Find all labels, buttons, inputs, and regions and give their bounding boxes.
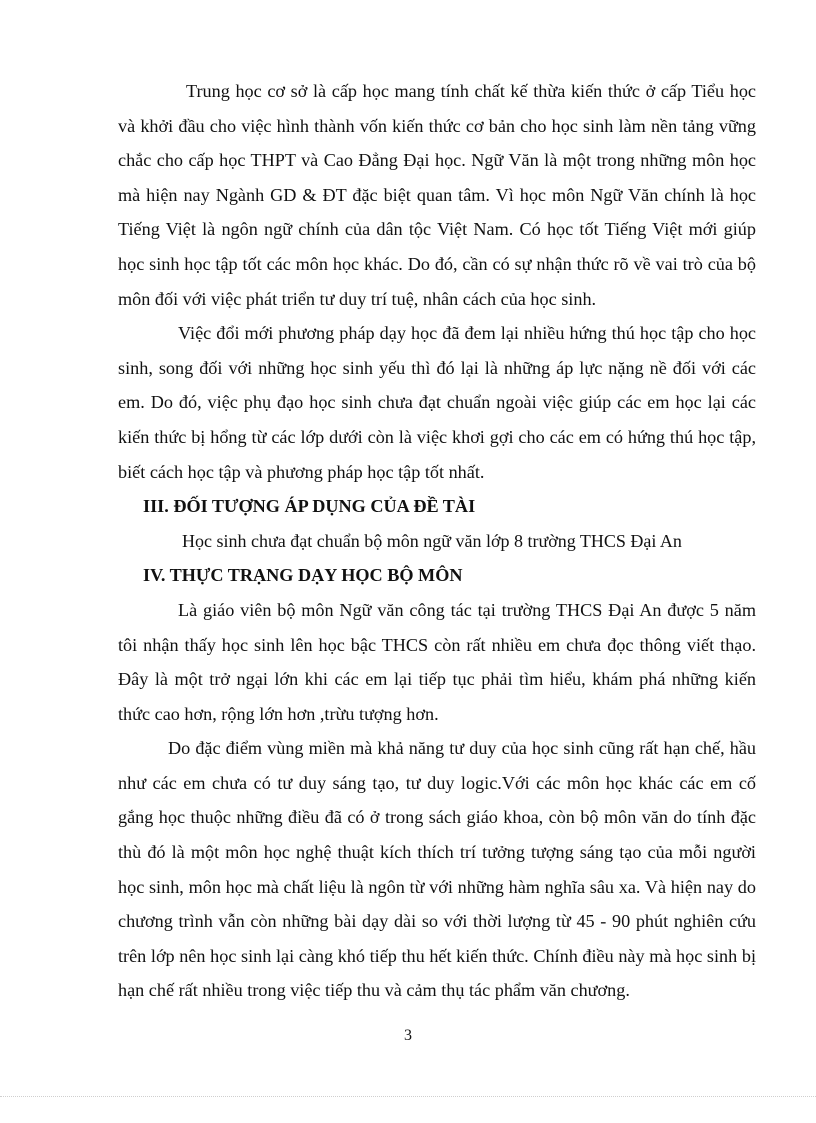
section-heading-iii: III. ĐỐI TƯỢNG ÁP DỤNG CỦA ĐỀ TÀI <box>143 496 476 517</box>
paragraph-intro: Trung học cơ sở là cấp học mang tính chất kế thừa kiến thức ở cấp Tiểu học và khởi đầu cho việc hình thành vốn kiến thức cơ bản cho học sinh làm nền tảng vững chắc cho cấp học THPT và Cao Đẳng Đại học. Ngữ Văn là một trong những môn học mà hiện nay Ngành GD & ĐT đặc biệt quan tâm. Vì học môn Ngữ Văn chính là học Tiếng Việt là ngôn ngữ chính của dân tộc Việt Nam. Có học tốt Tiếng Việt mới giúp học sinh học tập tốt các môn học khác. Do đó, cần có sự nhận thức rõ về vai trò của bộ môn đối với việc phát triển tư duy trí tuệ, nhân cách của học sinh. <box>118 81 756 309</box>
section-heading-iv: IV. THỰC TRẠNG DẠY HỌC BỘ MÔN <box>143 565 463 586</box>
paragraph-teacher-observation: Là giáo viên bộ môn Ngữ văn công tác tại trường THCS Đại An được 5 năm tôi nhận thấy học sinh lên học bậc THCS còn rất nhiều em chưa đọc thông viết thạo. Đây là một trở ngại lớn khi các em lại tiếp tục phải tìm hiểu, khám phá những kiến thức cao hơn, rộng lớn hơn ,trừu tượng hơn. <box>118 599 756 724</box>
page-number: 3 <box>404 1027 412 1044</box>
paragraph-teaching-methods: Việc đổi mới phương pháp dạy học đã đem lại nhiều hứng thú học tập cho học sinh, song đối với những học sinh yếu thì đó lại là những áp lực nặng nề đối với các em. Do đó, việc phụ đạo học sinh chưa đạt chuẩn ngoài việc giúp các em học lại các kiến thức bị hổng từ các lớp dưới còn là việc khơi gợi cho các em có hứng thú học tập, biết cách học tập và phương pháp học tập tốt nhất. <box>118 323 756 482</box>
page-content <box>118 74 756 1008</box>
page-bottom-divider <box>0 1096 816 1097</box>
paragraph-regional-characteristics: Do đặc điểm vùng miền mà khả năng tư duy của học sinh cũng rất hạn chế, hầu như các em chưa có tư duy sáng tạo, tư duy logic.Với các môn học khác các em cố gắng học thuộc những điều đã có ở trong sách giáo khoa, còn bộ môn văn do tính đặc thù đó là một môn học nghệ thuật kích thích trí tưởng tượng sáng tạo của mỗi người học sinh, môn học mà chất liệu là ngôn từ với những hàm nghĩa sâu xa. Và hiện nay do chương trình vẫn còn những bài dạy dài so với thời lượng từ 45 - 90 phút nghiên cứu trên lớp nên học sinh lại càng khó tiếp thu hết kiến thức. Chính điều này mà học sinh bị hạn chế rất nhiều trong việc tiếp thu và cảm thụ tác phẩm văn chương. <box>118 738 756 1001</box>
paragraph-target-students: Học sinh chưa đạt chuẩn bộ môn ngữ văn lớp 8 trường THCS Đại An <box>182 530 682 551</box>
